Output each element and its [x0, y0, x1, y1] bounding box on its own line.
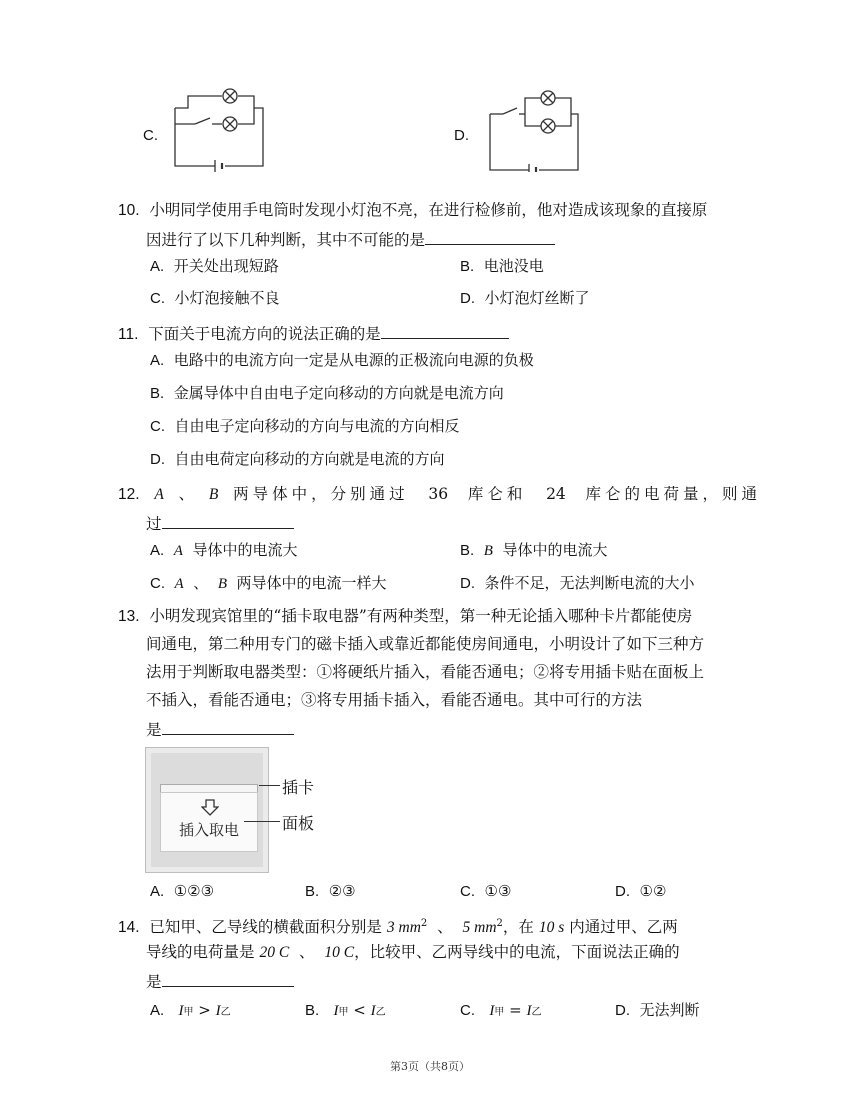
- q11-line1: [118, 322, 509, 345]
- q12-answer-blank[interactable]: [162, 512, 294, 529]
- q12-line1: 12. A 、 B 两导体中，分别通过 36 库仑和 24 库仑的电荷量，则通: [118, 485, 762, 503]
- q12-number: 12.: [118, 486, 140, 503]
- q12-line2: 过: [146, 512, 294, 534]
- q11-option-a: A. 电路中的电流方向一定是从电源的正极流向电源的负极: [150, 351, 534, 369]
- panel-label: 面板: [282, 814, 315, 833]
- panel-leader-line: [244, 821, 280, 822]
- q11-option-b: B. 金属导体中自由电子定向移动的方向就是电流方向: [150, 384, 504, 402]
- circuit-d-diagram: [485, 86, 581, 172]
- q13-line2: 间通电，第二种用专门的磁卡插入或靠近都能使房间通电，小明设计了如下三种方: [146, 635, 705, 653]
- q14-option-d: D. 无法判断: [615, 1001, 700, 1019]
- q13-stem-1: 小明发现宾馆里的“插卡取电器”有两种类型，第一种无论插入哪种卡片都能使房: [149, 607, 693, 625]
- q13-line1: [118, 606, 692, 627]
- q14-number: 14.: [118, 919, 140, 937]
- q10-option-c: C. 小灯泡接触不良: [150, 289, 280, 307]
- q10-stem-2: 因进行了以下几种判断，其中不可能的是: [146, 231, 426, 249]
- q12-option-d: D. 条件不足，无法判断电流的大小: [460, 574, 695, 592]
- q13-line3: 法用于判断取电器类型：①将硬纸片插入，看能否通电；②将专用插卡贴在面板上: [146, 663, 705, 681]
- q14-option-a: A. I甲 > I乙: [150, 1001, 231, 1019]
- q14-option-c: C. I甲 = I乙: [460, 1001, 542, 1019]
- q12-option-b: B. B 导体中的电流大: [460, 541, 608, 559]
- card-label: 插卡: [282, 778, 315, 797]
- q13-line5: 是: [146, 718, 294, 740]
- q14-option-b: B. I甲 < I乙: [305, 1001, 386, 1019]
- q13-number: 13.: [118, 608, 140, 625]
- q10-option-d: D. 小灯泡灯丝断了: [460, 289, 590, 307]
- card-leader-line: [259, 785, 280, 786]
- q14-line3: 是: [146, 970, 294, 992]
- circuit-c-label: C.: [143, 127, 158, 144]
- q10-option-a: A. 开关处出现短路: [150, 257, 279, 275]
- q14-answer-blank[interactable]: [162, 970, 294, 987]
- q12-var-b: B: [208, 486, 219, 503]
- q13-line4: 不插入，看能否通电；③将专用插卡插入，看能否通电。其中可行的方法: [146, 691, 643, 709]
- q12-option-c: C. A 、 B 两导体中的电流一样大: [150, 574, 387, 592]
- q13-option-a: A. ①②③: [150, 882, 215, 900]
- arrow-down-icon: [201, 799, 219, 817]
- q14-line2: 导线的电荷量是 20 C 、 10 C，比较甲、乙两导线中的电流，下面说法正确的: [146, 943, 680, 961]
- card-switch-figure: [145, 747, 269, 873]
- q12-stem-1: 两导体中，分别通过: [233, 485, 409, 503]
- q10-answer-blank[interactable]: [425, 228, 555, 245]
- circuit-d-label: D.: [454, 127, 469, 144]
- q10-number: 10.: [118, 202, 140, 219]
- q13-answer-blank[interactable]: [162, 718, 294, 735]
- q11-answer-blank[interactable]: [381, 322, 509, 339]
- q13-option-d: D. ①②: [615, 882, 667, 900]
- q10-line1: [118, 200, 707, 221]
- q11-number: 11.: [118, 326, 139, 343]
- q10-line2: [146, 228, 555, 250]
- circuit-c-diagram: [170, 86, 266, 172]
- q12-var-a: A: [154, 486, 164, 503]
- panel-text: 插入取电: [178, 821, 239, 839]
- page-footer: 第3页（共8页）: [390, 1060, 470, 1073]
- q11-option-d: D. 自由电荷定向移动的方向就是电流的方向: [150, 450, 445, 468]
- q11-stem: 下面关于电流方向的说法正确的是: [148, 325, 381, 343]
- switch-panel: [160, 792, 258, 852]
- q13-option-c: C. ①③: [460, 882, 512, 900]
- q10-stem-1: 小明同学使用手电筒时发现小灯泡不亮，在进行检修前，他对造成该现象的直接原: [149, 201, 708, 219]
- q13-option-b: B. ②③: [305, 882, 356, 900]
- q12-option-a: A. A 导体中的电流大: [150, 541, 298, 559]
- q14-line1: 14. 已知甲、乙导线的横截面积分别是 3 $mm^2$ 、 5 $mm^2$，在 10 s 内通过甲、乙两: [118, 918, 678, 937]
- q10-option-b: B. 电池没电: [460, 257, 544, 275]
- q11-option-c: C. 自由电子定向移动的方向与电流的方向相反: [150, 417, 460, 435]
